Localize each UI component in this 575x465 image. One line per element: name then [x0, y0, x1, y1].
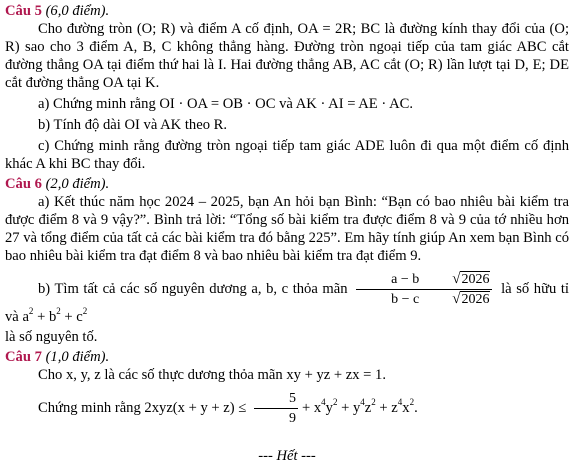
fraction-denominator: [356, 290, 492, 308]
question-6-points: (2,0 điểm).: [45, 176, 110, 192]
question-6-label: Câu 6: [5, 176, 42, 192]
exponent: 2: [28, 306, 34, 317]
inequality-lhs: 2xyz(x + y + z) ≤: [144, 399, 247, 416]
question-5-part-c: c) Chứng minh rằng đường tròn ngoại tiếp tam giác ADE luôn đi qua một điểm cố định khác A khi BC thay đổi.: [5, 138, 569, 172]
term-b: + b: [37, 309, 57, 325]
question-6-part-b: [5, 271, 569, 326]
question-7-prove: [5, 390, 569, 427]
radical-sign-icon: √: [452, 271, 461, 287]
denominator-text: b − c: [391, 292, 420, 307]
exponent: 2: [332, 396, 338, 407]
question-6-part-b-prefix: b) Tìm tất cả các số nguyên dương a, b, c thỏa mãn: [38, 280, 348, 297]
inequality: [144, 391, 418, 426]
rhs-term: x: [402, 399, 410, 416]
sqrt-numerator: [419, 271, 490, 288]
radicand: 2026: [461, 292, 490, 307]
exponent: 2: [371, 396, 376, 407]
exam-page: [0, 2, 575, 462]
exponent: 2: [82, 306, 88, 317]
question-7-prove-prefix: Chứng minh rằng: [38, 399, 141, 416]
question-6-part-b-mid: là số hữu tỉ và: [5, 280, 569, 325]
question-6-part-b-suffix: là số nguyên tố.: [5, 329, 98, 345]
exponent: 4: [397, 396, 403, 407]
exponent: 2: [56, 306, 61, 317]
rhs-term: + x: [301, 399, 322, 416]
rhs-end: .: [414, 399, 418, 416]
radical-sign-icon: √: [452, 291, 461, 307]
end-mark: --- Hết ---: [258, 448, 316, 464]
question-7-given: Cho x, y, z là các số thực dương thỏa mãn xy + yz + zx = 1.: [38, 367, 386, 383]
rhs-term: z: [364, 399, 372, 416]
exponent: 4: [360, 396, 365, 407]
question-5-intro: Cho đường tròn (O; R) và điểm A cố định, OA = 2R; BC là đường kính thay đổi của (O; R) sao cho 3 điểm A, B, C không thẳng hàng. Đường tròn ngoại tiếp của tam giác ABC cắt đường thẳng OA tại điểm thứ hai là I. Hai đường thẳng AB, AC cắt (O; R) lần lượt tại D, E; DE cắt đường thẳng OA tại K.: [5, 21, 569, 91]
question-7-points: (1,0 điểm).: [45, 349, 110, 365]
five-ninths-fraction: [254, 390, 298, 427]
numerator-text: a − b: [391, 272, 420, 287]
term-a: a: [22, 309, 29, 325]
fraction-numerator: 5: [254, 390, 298, 409]
rational-fraction: [356, 271, 492, 308]
question-6-heading: [5, 175, 569, 193]
rhs-term: + z: [375, 399, 398, 416]
question-5-part-a: a) Chứng minh rằng OI · OA = OB · OC và AK · AI = AE · AC.: [38, 96, 413, 112]
exponent: 4: [321, 396, 326, 407]
sum-of-squares: [22, 306, 88, 325]
fraction-denominator: 9: [288, 411, 296, 426]
question-7-heading: [5, 348, 569, 366]
term-c: + c: [64, 309, 83, 325]
radicand: 2026: [461, 272, 490, 287]
exponent: 2: [409, 396, 415, 407]
question-5-part-b: b) Tính độ dài OI và AK theo R.: [38, 117, 228, 133]
rhs-term: y: [325, 399, 333, 416]
question-7-label: Câu 7: [5, 349, 42, 365]
fraction-numerator: [356, 271, 492, 290]
sqrt-denominator: [419, 291, 490, 308]
question-5-points: (6,0 điểm).: [45, 3, 110, 19]
question-5-heading: [5, 2, 569, 20]
question-5-label: Câu 5: [5, 3, 42, 19]
question-6-part-a: a) Kết thúc năm học 2024 – 2025, bạn An hỏi bạn Bình: “Bạn có bao nhiêu bài kiểm tra được điểm 8 và 9 vậy?”. Bình trả lời: “Tổng số bài kiểm tra được điểm 8 và 9 của tớ nhiều hơn 27 và tổng điểm của tất cả các bài kiểm tra đó bằng 225”. Em hãy tính giúp An xem bạn Bình có bao nhiêu bài kiểm tra đạt điểm 8 và bao nhiêu bài kiểm tra đạt điểm 9.: [5, 194, 569, 264]
rhs-term: + y: [337, 399, 361, 416]
